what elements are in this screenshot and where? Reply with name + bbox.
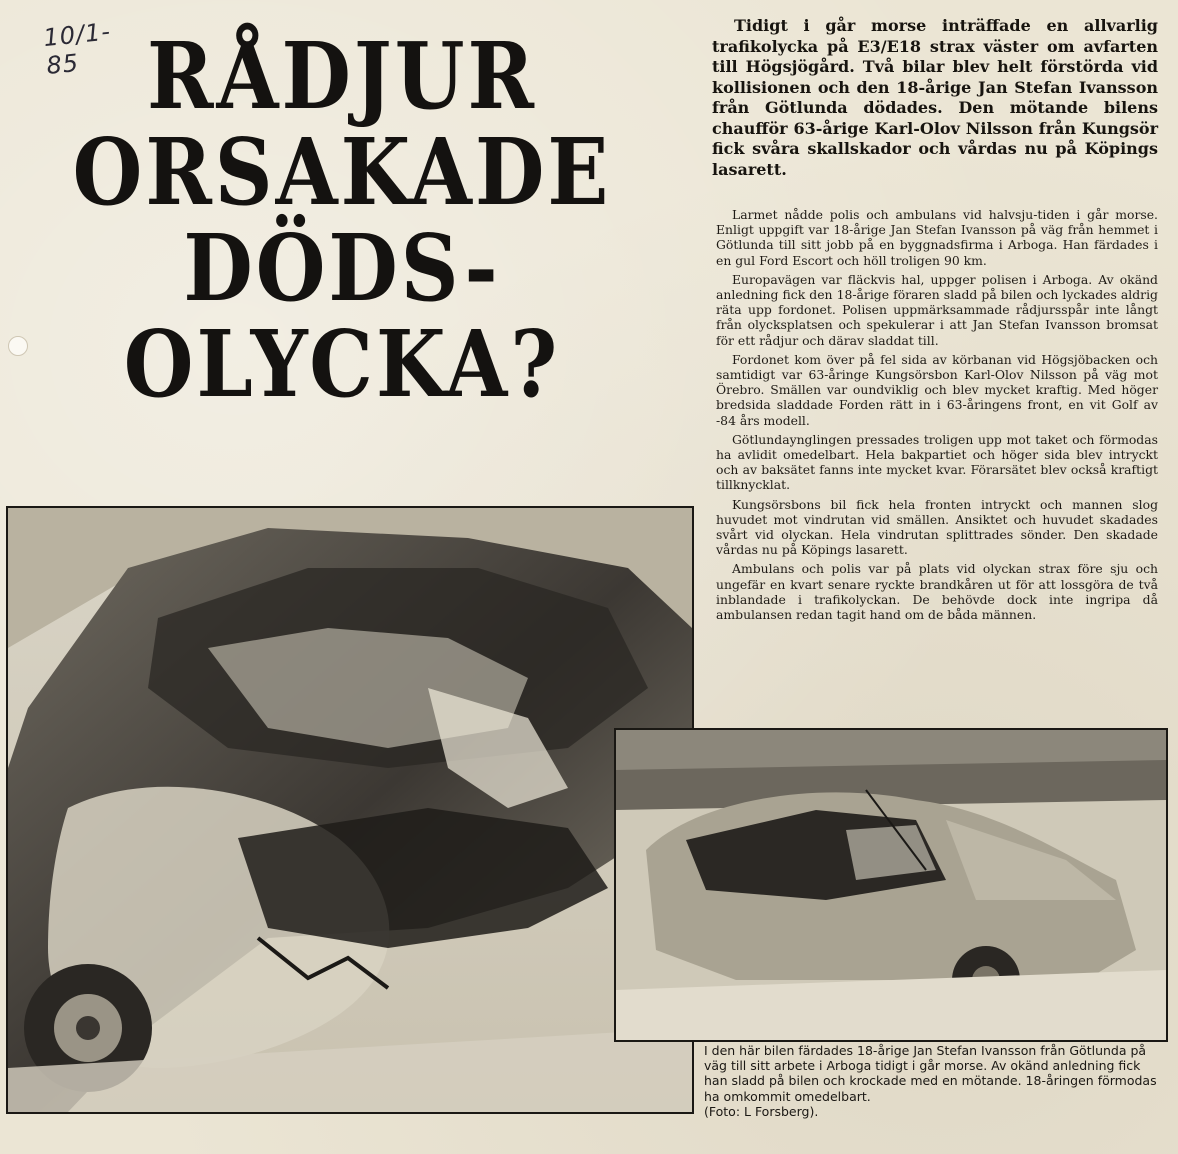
wrecked-car-closeup-photo xyxy=(6,506,694,1114)
photo-caption xyxy=(704,1043,1166,1119)
headline-line-1: RÅDJUR xyxy=(146,21,538,131)
photo-credit: (Foto: L Forsberg). xyxy=(704,1103,819,1119)
body-paragraph-3: Fordonet kom över på fel sida av körbanan vid Högsjöbacken och samtidigt var 63-åringe Kungsörsbon Karl-Olov Nilsson på väg mot Örebro. Smällen var oundviklig och blev mycket kraftig. Med höger bredsida sladdade Forden rätt in i 63-åringens front, en vit Golf av -84 års modell. xyxy=(716,351,1158,428)
body-paragraph-5: Kungsörsbons bil fick hela fronten intryckt och mannen slog huvudet mot vindrutan vid smällen. Ansiktet och huvudet skadades svårt vid olyckan. Hela vindrutan splittrades sönder. Den skadade vårdas nu på Köpings lasarett. xyxy=(716,496,1158,558)
article-body xyxy=(716,207,1158,626)
headline-line-4: OLYCKA? xyxy=(123,309,561,419)
body-paragraph-4: Götlundaynglingen pressades troligen upp mot taket och förmodas ha avlidit omedelbart. Hela bakpartiet och höger sida blev intryckt och av baksätet fanns inte mycket kvar. Förarsätet blev också kraftigt tillknycklat. xyxy=(716,431,1158,493)
lead-paragraph: Tidigt i går morse inträffade en allvarlig trafikolycka på E3/E18 strax väster om avfarten till Högsjögård. Två bilar blev helt förstörda vid kollisionen och den 18-årige Jan Stefan Ivansson från Götlunda dödades. Den mötande bilens chaufför 63-årige Karl-Olov Nilsson från Kungsör fick svåra skallskador och vårdas nu på Köpings lasarett. xyxy=(712,16,1158,179)
handwritten-date: 10/1-85 xyxy=(42,17,113,80)
body-paragraph-2: Europavägen var fläckvis hal, uppger polisen i Arboga. Av okänd anledning fick den 18-årige föraren sladd på bilen och lyckades aldrig räta upp fordonet. Polisen uppmärksammade rådjursspår inte långt från olycksplatsen och spekulerar i att Jan Stefan Ivansson bromsat för ett rådjur och därav sladdat till. xyxy=(716,271,1158,348)
wrecked-car-side-photo xyxy=(614,728,1168,1042)
headline-line-3: DÖDS- xyxy=(183,213,501,323)
punch-hole-top xyxy=(8,336,28,356)
caption-text: I den här bilen färdades 18-årige Jan Stefan Ivansson från Götlunda på väg till sitt arbete i Arboga tidigt i går morse. Av okänd anledning fick han sladd på bilen och krockade med en mötande. 18-åringen förmodas ha omkommit omedelbart. xyxy=(704,1043,1157,1104)
body-paragraph-1: Larmet nådde polis och ambulans vid halvsju-tiden i går morse. Enligt uppgift var 18-årige Jan Stefan Ivansson på väg från hemmet i Götlunda till sitt jobb på en byggnadsfirma i Arboga. Han färdades i en gul Ford Escort och höll troligen 90 km. xyxy=(716,207,1158,268)
headline xyxy=(62,21,622,428)
body-paragraph-6: Ambulans och polis var på plats vid olyckan strax före sju och ungefär en kvart senare ryckte brandkåren ut för att lossgöra de två inblandade i trafikolyckan. De behövde dock inte ingripa då ambulansen redan tagit hand om de båda männen. xyxy=(716,561,1158,623)
headline-line-2: ORSAKADE xyxy=(72,117,612,227)
